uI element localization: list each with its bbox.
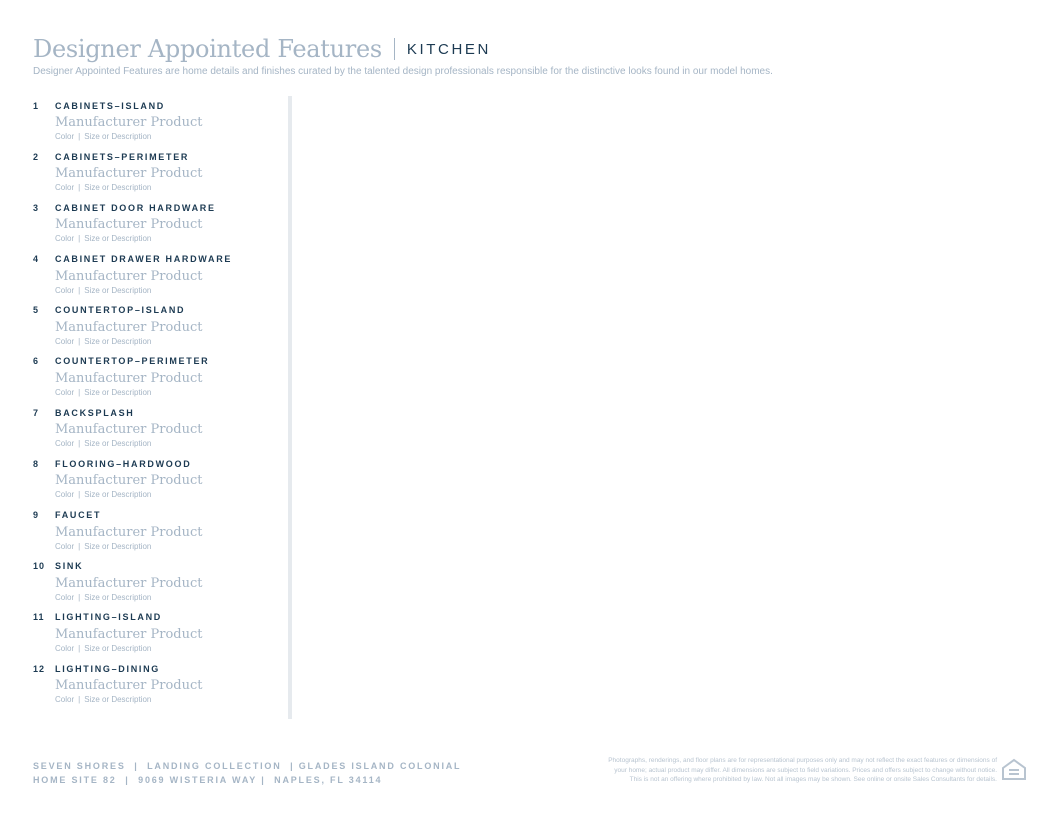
feature-heading	[33, 457, 283, 470]
feature-heading	[33, 611, 283, 624]
description-separator: |	[78, 387, 81, 397]
feature-item	[33, 457, 283, 508]
feature-description	[55, 644, 283, 655]
feature-description	[55, 132, 283, 143]
feature-size: Size or Description	[84, 234, 152, 244]
feature-description	[55, 490, 283, 501]
equal-housing-icon	[1001, 757, 1027, 783]
feature-number: 4	[33, 254, 40, 265]
feature-size: Size or Description	[84, 592, 152, 602]
feature-product: Manufacturer Product	[55, 524, 203, 540]
feature-color: Color	[55, 387, 75, 397]
feature-product: Manufacturer Product	[55, 166, 203, 182]
feature-product: Manufacturer Product	[55, 268, 203, 284]
feature-number: 11	[33, 612, 45, 623]
feature-heading	[33, 509, 283, 522]
feature-color: Color	[55, 336, 75, 346]
feature-description	[55, 337, 283, 348]
page-title: Designer Appointed Features	[33, 35, 382, 63]
feature-heading	[33, 406, 283, 419]
feature-heading	[33, 99, 283, 112]
feature-description	[55, 695, 283, 706]
feature-category: CABINETS–PERIMETER	[55, 151, 190, 162]
feature-description	[55, 286, 283, 297]
feature-category: FAUCET	[55, 510, 102, 520]
feature-size: Size or Description	[84, 336, 152, 346]
feature-color: Color	[55, 132, 75, 141]
feature-number: 3	[33, 202, 40, 213]
feature-product: Manufacturer Product	[55, 319, 203, 335]
feature-size: Size or Description	[84, 490, 152, 500]
feature-heading	[33, 662, 283, 675]
feature-item	[33, 355, 283, 406]
footer-line-2: HOME SITE 82 | 9069 WISTERIA WAY | NAPLES, FL 34114	[33, 775, 383, 785]
section-title: KITCHEN	[406, 40, 491, 58]
feature-heading	[33, 304, 283, 317]
description-separator: |	[78, 490, 81, 500]
description-separator: |	[78, 439, 81, 449]
feature-size: Size or Description	[84, 439, 152, 449]
feature-size: Size or Description	[84, 643, 152, 653]
feature-category: BACKSPLASH	[55, 407, 135, 418]
feature-heading	[33, 355, 283, 368]
feature-color: Color	[55, 183, 75, 193]
description-separator: |	[78, 643, 81, 653]
feature-item	[33, 406, 283, 457]
feature-item	[33, 150, 283, 201]
feature-number: 10	[33, 561, 46, 572]
page-header	[33, 34, 1023, 77]
description-separator: |	[78, 592, 81, 602]
feature-heading	[33, 150, 283, 163]
feature-size: Size or Description	[84, 695, 152, 705]
feature-color: Color	[55, 439, 75, 449]
feature-category: COUNTERTOP–PERIMETER	[55, 356, 210, 367]
description-separator: |	[78, 183, 81, 193]
page-subtitle: Designer Appointed Features are home details and finishes curated by the talented design professionals responsible for the distinctive looks found in our model homes.	[33, 66, 773, 77]
feature-color: Color	[55, 285, 75, 295]
footer-address	[33, 759, 461, 787]
feature-category: CABINET DRAWER HARDWARE	[55, 254, 233, 265]
feature-item	[33, 304, 283, 355]
feature-number: 8	[33, 458, 40, 469]
feature-product: Manufacturer Product	[55, 370, 203, 386]
feature-description	[55, 439, 283, 450]
feature-color: Color	[55, 234, 75, 244]
feature-color: Color	[55, 541, 75, 551]
title-divider	[394, 38, 395, 60]
feature-list	[33, 99, 283, 713]
feature-heading	[33, 253, 283, 266]
feature-product: Manufacturer Product	[55, 626, 203, 642]
feature-item	[33, 201, 283, 252]
feature-color: Color	[55, 490, 75, 500]
feature-category: COUNTERTOP–ISLAND	[55, 305, 186, 316]
feature-product: Manufacturer Product	[55, 678, 203, 694]
feature-item	[33, 560, 283, 611]
feature-description	[55, 542, 283, 553]
feature-number: 2	[33, 151, 40, 162]
feature-category: FLOORING–HARDWOOD	[55, 458, 192, 469]
feature-category: LIGHTING–ISLAND	[55, 612, 163, 623]
feature-color: Color	[55, 592, 75, 602]
feature-item	[33, 662, 283, 713]
feature-size: Size or Description	[84, 541, 152, 551]
vertical-divider	[288, 96, 292, 719]
feature-size: Size or Description	[84, 132, 152, 141]
feature-product: Manufacturer Product	[55, 473, 203, 489]
description-separator: |	[78, 234, 81, 244]
feature-number: 1	[33, 100, 40, 111]
feature-size: Size or Description	[84, 285, 152, 295]
feature-description	[55, 234, 283, 245]
feature-product: Manufacturer Product	[55, 575, 203, 591]
feature-description	[55, 593, 283, 604]
disclaimer-line-1: Photographs, renderings, and floor plans are for representational purposes only and may not reflect the exact features or dimensions of	[608, 757, 997, 764]
feature-size: Size or Description	[84, 387, 152, 397]
feature-heading	[33, 201, 283, 214]
footer-line-1: SEVEN SHORES | LANDING COLLECTION | GLADES ISLAND COLONIAL	[33, 761, 462, 771]
description-separator: |	[78, 541, 81, 551]
feature-color: Color	[55, 695, 75, 705]
title-row	[33, 34, 1023, 64]
feature-color: Color	[55, 643, 75, 653]
feature-number: 9	[33, 510, 40, 520]
description-separator: |	[78, 132, 81, 141]
feature-category: LIGHTING–DINING	[55, 663, 161, 674]
disclaimer-line-2: your home; actual product may differ. All dimensions are subject to field variations. Prices and offers subject to change without notice.	[614, 766, 997, 774]
feature-description	[55, 388, 283, 399]
footer-disclaimer	[517, 756, 997, 785]
feature-size: Size or Description	[84, 183, 152, 193]
feature-item	[33, 509, 283, 560]
feature-heading	[33, 560, 283, 573]
feature-description	[55, 183, 283, 194]
description-separator: |	[78, 695, 81, 705]
feature-number: 7	[33, 407, 40, 418]
feature-category: CABINETS–ISLAND	[55, 100, 166, 111]
description-separator: |	[78, 285, 81, 295]
feature-number: 6	[33, 356, 40, 367]
description-separator: |	[78, 336, 81, 346]
feature-number: 12	[33, 663, 46, 674]
feature-product: Manufacturer Product	[55, 422, 203, 438]
feature-item	[33, 253, 283, 304]
feature-category: CABINET DOOR HARDWARE	[55, 202, 216, 213]
feature-item	[33, 611, 283, 662]
feature-product: Manufacturer Product	[55, 115, 203, 130]
feature-category: SINK	[55, 561, 84, 572]
feature-product: Manufacturer Product	[55, 217, 203, 233]
feature-number: 5	[33, 305, 40, 316]
disclaimer-line-3: This is not an offering where prohibited by law. Not all images may be shown. See online or onsite Sales Consultants for details.	[629, 776, 997, 783]
feature-item	[33, 99, 283, 150]
